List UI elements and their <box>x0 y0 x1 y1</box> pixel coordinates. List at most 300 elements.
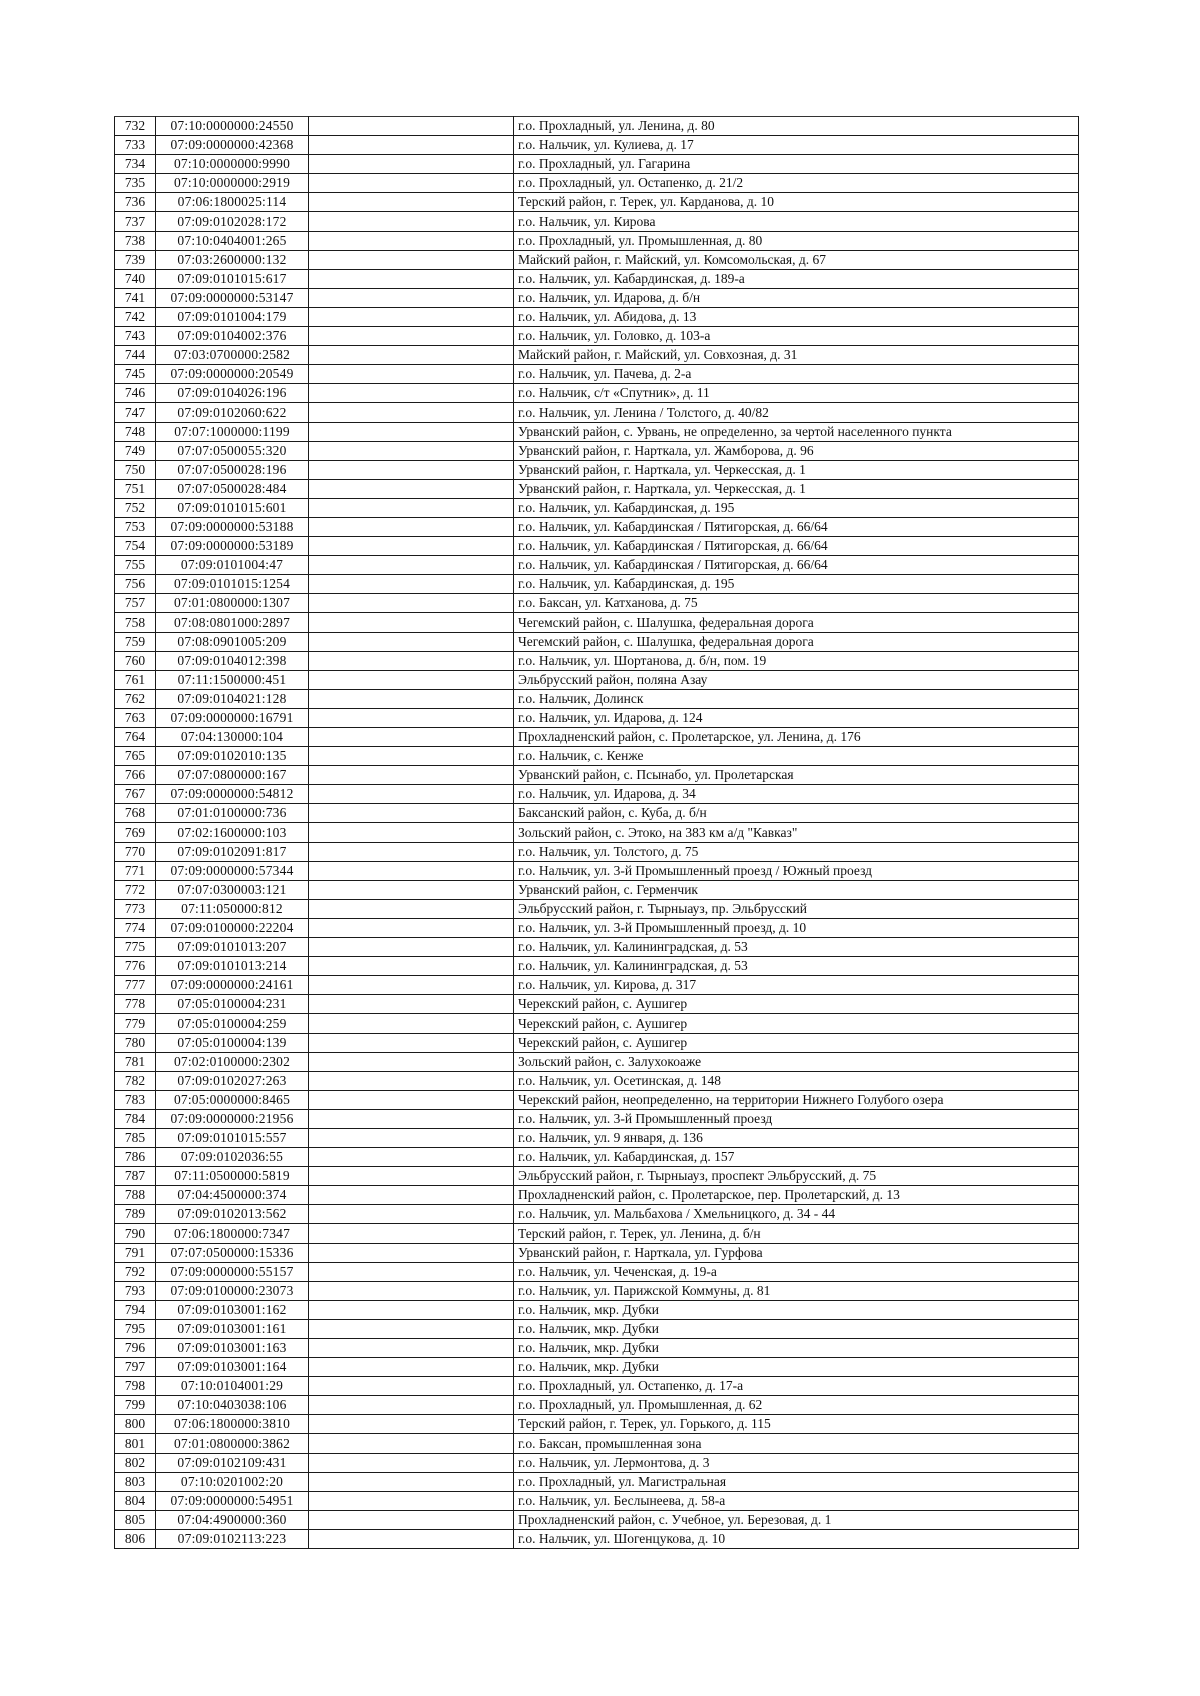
row-number: 758 <box>115 613 156 632</box>
row-number: 754 <box>115 537 156 556</box>
table-row <box>115 307 1079 326</box>
row-number: 802 <box>115 1453 156 1472</box>
row-number: 803 <box>115 1472 156 1491</box>
table-row <box>115 880 1079 899</box>
table-row <box>115 1109 1079 1128</box>
empty-cell <box>309 1109 514 1128</box>
empty-cell <box>309 632 514 651</box>
table-row <box>115 1186 1079 1205</box>
address: г.о. Нальчик, ул. Толстого, д. 75 <box>514 842 1079 861</box>
empty-cell <box>309 995 514 1014</box>
row-number: 752 <box>115 498 156 517</box>
row-number: 778 <box>115 995 156 1014</box>
empty-cell <box>309 575 514 594</box>
empty-cell <box>309 747 514 766</box>
cadastral-number: 07:04:130000:104 <box>156 728 309 747</box>
empty-cell <box>309 212 514 231</box>
table-row <box>115 269 1079 288</box>
cadastral-number: 07:03:0700000:2582 <box>156 346 309 365</box>
address: г.о. Нальчик, ул. Кабардинская / Пятигорская, д. 66/64 <box>514 556 1079 575</box>
cadastral-number: 07:09:0000000:54812 <box>156 785 309 804</box>
row-number: 745 <box>115 365 156 384</box>
cadastral-number: 07:11:1500000:451 <box>156 670 309 689</box>
table-row <box>115 957 1079 976</box>
table-row <box>115 575 1079 594</box>
address: Зольский район, с. Залухокоаже <box>514 1052 1079 1071</box>
table-row <box>115 1148 1079 1167</box>
row-number: 791 <box>115 1243 156 1262</box>
address: Прохладненский район, с. Пролетарское, ул. Ленина, д. 176 <box>514 728 1079 747</box>
cadastral-number: 07:09:0000000:16791 <box>156 708 309 727</box>
address: Чегемский район, с. Шалушка, федеральная дорога <box>514 613 1079 632</box>
address: г.о. Нальчик, ул. Идарова, д. 124 <box>514 708 1079 727</box>
address: г.о. Нальчик, ул. Кабардинская / Пятигорская, д. 66/64 <box>514 517 1079 536</box>
row-number: 799 <box>115 1396 156 1415</box>
empty-cell <box>309 1224 514 1243</box>
empty-cell <box>309 1186 514 1205</box>
empty-cell <box>309 1033 514 1052</box>
address: г.о. Нальчик, ул. Кирова <box>514 212 1079 231</box>
cadastral-number: 07:09:0101015:557 <box>156 1128 309 1147</box>
address: г.о. Нальчик, ул. Беслынеева, д. 58-а <box>514 1491 1079 1510</box>
cadastral-number: 07:09:0104026:196 <box>156 384 309 403</box>
cadastral-number: 07:09:0000000:53189 <box>156 537 309 556</box>
property-table-body <box>115 117 1079 1549</box>
row-number: 792 <box>115 1262 156 1281</box>
empty-cell <box>309 117 514 136</box>
row-number: 784 <box>115 1109 156 1128</box>
row-number: 732 <box>115 117 156 136</box>
table-row <box>115 1090 1079 1109</box>
row-number: 733 <box>115 136 156 155</box>
cadastral-number: 07:07:0300003:121 <box>156 880 309 899</box>
cadastral-number: 07:09:0000000:20549 <box>156 365 309 384</box>
empty-cell <box>309 250 514 269</box>
empty-cell <box>309 498 514 517</box>
row-number: 743 <box>115 327 156 346</box>
address: г.о. Прохладный, ул. Остапенко, д. 17-а <box>514 1377 1079 1396</box>
address: г.о. Нальчик, ул. Осетинская, д. 148 <box>514 1071 1079 1090</box>
address: г.о. Нальчик, ул. 3-й Промышленный проезд <box>514 1109 1079 1128</box>
address: Терский район, г. Терек, ул. Карданова, д. 10 <box>514 193 1079 212</box>
address: г.о. Прохладный, ул. Магистральная <box>514 1472 1079 1491</box>
empty-cell <box>309 136 514 155</box>
cadastral-number: 07:09:0000000:24161 <box>156 976 309 995</box>
table-row <box>115 479 1079 498</box>
row-number: 794 <box>115 1300 156 1319</box>
cadastral-number: 07:01:0800000:1307 <box>156 594 309 613</box>
empty-cell <box>309 1262 514 1281</box>
cadastral-number: 07:07:0800000:167 <box>156 766 309 785</box>
table-row <box>115 537 1079 556</box>
empty-cell <box>309 327 514 346</box>
row-number: 781 <box>115 1052 156 1071</box>
cadastral-number: 07:09:0103001:163 <box>156 1339 309 1358</box>
table-row <box>115 861 1079 880</box>
row-number: 762 <box>115 689 156 708</box>
empty-cell <box>309 804 514 823</box>
table-row <box>115 193 1079 212</box>
cadastral-number: 07:09:0000000:54951 <box>156 1491 309 1510</box>
cadastral-number: 07:08:0901005:209 <box>156 632 309 651</box>
cadastral-number: 07:09:0000000:53188 <box>156 517 309 536</box>
empty-cell <box>309 1529 514 1548</box>
table-row <box>115 1167 1079 1186</box>
empty-cell <box>309 307 514 326</box>
row-number: 740 <box>115 269 156 288</box>
address: г.о. Нальчик, Долинск <box>514 689 1079 708</box>
cadastral-number: 07:01:0100000:736 <box>156 804 309 823</box>
row-number: 772 <box>115 880 156 899</box>
cadastral-number: 07:09:0102013:562 <box>156 1205 309 1224</box>
cadastral-number: 07:09:0102109:431 <box>156 1453 309 1472</box>
cadastral-number: 07:02:1600000:103 <box>156 823 309 842</box>
table-row <box>115 155 1079 174</box>
cadastral-number: 07:10:0000000:9990 <box>156 155 309 174</box>
cadastral-number: 07:10:0201002:20 <box>156 1472 309 1491</box>
empty-cell <box>309 155 514 174</box>
address: Урванский район, с. Герменчик <box>514 880 1079 899</box>
row-number: 747 <box>115 403 156 422</box>
address: Черекский район, с. Аушигер <box>514 995 1079 1014</box>
cadastral-number: 07:02:0100000:2302 <box>156 1052 309 1071</box>
empty-cell <box>309 1148 514 1167</box>
row-number: 788 <box>115 1186 156 1205</box>
empty-cell <box>309 1339 514 1358</box>
empty-cell <box>309 823 514 842</box>
table-row <box>115 1510 1079 1529</box>
table-row <box>115 327 1079 346</box>
address: г.о. Прохладный, ул. Промышленная, д. 80 <box>514 231 1079 250</box>
row-number: 734 <box>115 155 156 174</box>
table-row <box>115 1281 1079 1300</box>
row-number: 739 <box>115 250 156 269</box>
address: г.о. Нальчик, ул. 3-й Промышленный проезд / Южный проезд <box>514 861 1079 880</box>
address: г.о. Нальчик, ул. Шогенцукова, д. 10 <box>514 1529 1079 1548</box>
address: г.о. Нальчик, ул. Кабардинская, д. 189-а <box>514 269 1079 288</box>
empty-cell <box>309 1510 514 1529</box>
address: Терский район, г. Терек, ул. Горького, д. 115 <box>514 1415 1079 1434</box>
address: Урванский район, с. Урвань, не определенно, за чертой населенного пункта <box>514 422 1079 441</box>
cadastral-number: 07:09:0102113:223 <box>156 1529 309 1548</box>
table-row <box>115 1319 1079 1338</box>
cadastral-number: 07:09:0104021:128 <box>156 689 309 708</box>
cadastral-number: 07:09:0101015:601 <box>156 498 309 517</box>
empty-cell <box>309 193 514 212</box>
table-row <box>115 842 1079 861</box>
row-number: 804 <box>115 1491 156 1510</box>
empty-cell <box>309 1167 514 1186</box>
row-number: 780 <box>115 1033 156 1052</box>
cadastral-number: 07:10:0404001:265 <box>156 231 309 250</box>
address: г.о. Прохладный, ул. Гагарина <box>514 155 1079 174</box>
table-row <box>115 346 1079 365</box>
table-row <box>115 1071 1079 1090</box>
empty-cell <box>309 1491 514 1510</box>
address: г.о. Баксан, промышленная зона <box>514 1434 1079 1453</box>
cadastral-number: 07:09:0000000:57344 <box>156 861 309 880</box>
row-number: 757 <box>115 594 156 613</box>
table-row <box>115 1243 1079 1262</box>
cadastral-number: 07:09:0103001:162 <box>156 1300 309 1319</box>
address: Прохладненский район, с. Пролетарское, пер. Пролетарский, д. 13 <box>514 1186 1079 1205</box>
table-row <box>115 632 1079 651</box>
cadastral-number: 07:07:0500055:320 <box>156 441 309 460</box>
row-number: 798 <box>115 1377 156 1396</box>
row-number: 761 <box>115 670 156 689</box>
table-row <box>115 670 1079 689</box>
table-row <box>115 1300 1079 1319</box>
address: г.о. Нальчик, ул. Абидова, д. 13 <box>514 307 1079 326</box>
table-row <box>115 231 1079 250</box>
cadastral-number: 07:01:0800000:3862 <box>156 1434 309 1453</box>
table-row <box>115 1358 1079 1377</box>
address: Прохладненский район, с. Учебное, ул. Березовая, д. 1 <box>514 1510 1079 1529</box>
empty-cell <box>309 1090 514 1109</box>
address: г.о. Нальчик, ул. Шортанова, д. б/н, пом. 19 <box>514 651 1079 670</box>
cadastral-number: 07:05:0100004:259 <box>156 1014 309 1033</box>
table-row <box>115 1396 1079 1415</box>
row-number: 759 <box>115 632 156 651</box>
cadastral-number: 07:03:2600000:132 <box>156 250 309 269</box>
row-number: 756 <box>115 575 156 594</box>
empty-cell <box>309 1205 514 1224</box>
row-number: 737 <box>115 212 156 231</box>
table-row <box>115 1529 1079 1548</box>
address: г.о. Прохладный, ул. Промышленная, д. 62 <box>514 1396 1079 1415</box>
empty-cell <box>309 613 514 632</box>
empty-cell <box>309 670 514 689</box>
empty-cell <box>309 1014 514 1033</box>
cadastral-number: 07:08:0801000:2897 <box>156 613 309 632</box>
address: Урванский район, г. Нарткала, ул. Черкесская, д. 1 <box>514 479 1079 498</box>
address: г.о. Прохладный, ул. Ленина, д. 80 <box>514 117 1079 136</box>
address: г.о. Нальчик, ул. Калининградская, д. 53 <box>514 957 1079 976</box>
cadastral-number: 07:09:0102028:172 <box>156 212 309 231</box>
cadastral-number: 07:09:0101015:617 <box>156 269 309 288</box>
address: г.о. Нальчик, ул. Кулиева, д. 17 <box>514 136 1079 155</box>
empty-cell <box>309 1472 514 1491</box>
table-row <box>115 1205 1079 1224</box>
row-number: 766 <box>115 766 156 785</box>
table-row <box>115 403 1079 422</box>
empty-cell <box>309 365 514 384</box>
cadastral-number: 07:05:0100004:231 <box>156 995 309 1014</box>
empty-cell <box>309 899 514 918</box>
table-row <box>115 365 1079 384</box>
address: г.о. Нальчик, ул. Мальбахова / Хмельницкого, д. 34 - 44 <box>514 1205 1079 1224</box>
table-row <box>115 117 1079 136</box>
row-number: 742 <box>115 307 156 326</box>
row-number: 787 <box>115 1167 156 1186</box>
table-row <box>115 1415 1079 1434</box>
row-number: 775 <box>115 938 156 957</box>
table-row <box>115 288 1079 307</box>
cadastral-number: 07:09:0100000:23073 <box>156 1281 309 1300</box>
cadastral-number: 07:05:0100004:139 <box>156 1033 309 1052</box>
cadastral-number: 07:04:4900000:360 <box>156 1510 309 1529</box>
address: Майский район, г. Майский, ул. Совхозная, д. 31 <box>514 346 1079 365</box>
row-number: 801 <box>115 1434 156 1453</box>
empty-cell <box>309 1243 514 1262</box>
cadastral-number: 07:09:0100000:22204 <box>156 918 309 937</box>
address: Баксанский район, с. Куба, д. б/н <box>514 804 1079 823</box>
table-row <box>115 556 1079 575</box>
row-number: 776 <box>115 957 156 976</box>
address: г.о. Нальчик, с. Кенже <box>514 747 1079 766</box>
row-number: 760 <box>115 651 156 670</box>
empty-cell <box>309 1358 514 1377</box>
cadastral-number: 07:09:0102091:817 <box>156 842 309 861</box>
empty-cell <box>309 842 514 861</box>
cadastral-number: 07:09:0102036:55 <box>156 1148 309 1167</box>
cadastral-number: 07:06:1800000:7347 <box>156 1224 309 1243</box>
empty-cell <box>309 556 514 575</box>
cadastral-number: 07:09:0000000:55157 <box>156 1262 309 1281</box>
table-row <box>115 1472 1079 1491</box>
cadastral-number: 07:09:0000000:53147 <box>156 288 309 307</box>
empty-cell <box>309 728 514 747</box>
row-number: 789 <box>115 1205 156 1224</box>
table-row <box>115 517 1079 536</box>
address: Черекский район, с. Аушигер <box>514 1014 1079 1033</box>
cadastral-number: 07:09:0000000:42368 <box>156 136 309 155</box>
cadastral-number: 07:09:0101013:214 <box>156 957 309 976</box>
empty-cell <box>309 880 514 899</box>
empty-cell <box>309 938 514 957</box>
row-number: 771 <box>115 861 156 880</box>
row-number: 774 <box>115 918 156 937</box>
address: г.о. Нальчик, ул. Парижской Коммуны, д. 81 <box>514 1281 1079 1300</box>
address: г.о. Нальчик, мкр. Дубки <box>514 1300 1079 1319</box>
cadastral-number: 07:09:0101015:1254 <box>156 575 309 594</box>
address: г.о. Нальчик, мкр. Дубки <box>514 1358 1079 1377</box>
cadastral-number: 07:09:0104012:398 <box>156 651 309 670</box>
address: Черекский район, неопределенно, на территории Нижнего Голубого озера <box>514 1090 1079 1109</box>
address: Зольский район, с. Этоко, на 383 км а/д "Кавказ" <box>514 823 1079 842</box>
table-row <box>115 174 1079 193</box>
table-row <box>115 1128 1079 1147</box>
row-number: 746 <box>115 384 156 403</box>
cadastral-number: 07:06:1800025:114 <box>156 193 309 212</box>
address: г.о. Нальчик, ул. Пачева, д. 2-а <box>514 365 1079 384</box>
cadastral-number: 07:04:4500000:374 <box>156 1186 309 1205</box>
empty-cell <box>309 785 514 804</box>
row-number: 735 <box>115 174 156 193</box>
cadastral-number: 07:06:1800000:3810 <box>156 1415 309 1434</box>
row-number: 769 <box>115 823 156 842</box>
cadastral-number: 07:10:0104001:29 <box>156 1377 309 1396</box>
row-number: 753 <box>115 517 156 536</box>
empty-cell <box>309 517 514 536</box>
row-number: 783 <box>115 1090 156 1109</box>
table-row <box>115 212 1079 231</box>
address: Терский район, г. Терек, ул. Ленина, д. б/н <box>514 1224 1079 1243</box>
empty-cell <box>309 174 514 193</box>
table-row <box>115 1491 1079 1510</box>
empty-cell <box>309 1052 514 1071</box>
table-row <box>115 441 1079 460</box>
address: г.о. Прохладный, ул. Остапенко, д. 21/2 <box>514 174 1079 193</box>
row-number: 796 <box>115 1339 156 1358</box>
empty-cell <box>309 231 514 250</box>
address: Урванский район, г. Нарткала, ул. Черкесская, д. 1 <box>514 460 1079 479</box>
property-table <box>114 116 1079 1549</box>
cadastral-number: 07:09:0101004:47 <box>156 556 309 575</box>
cadastral-number: 07:07:0500028:484 <box>156 479 309 498</box>
row-number: 765 <box>115 747 156 766</box>
address: г.о. Нальчик, ул. Кабардинская, д. 195 <box>514 575 1079 594</box>
row-number: 790 <box>115 1224 156 1243</box>
row-number: 800 <box>115 1415 156 1434</box>
address: Эльбрусский район, г. Тырныауз, проспект Эльбрусский, д. 75 <box>514 1167 1079 1186</box>
row-number: 805 <box>115 1510 156 1529</box>
empty-cell <box>309 766 514 785</box>
row-number: 786 <box>115 1148 156 1167</box>
empty-cell <box>309 957 514 976</box>
empty-cell <box>309 594 514 613</box>
row-number: 797 <box>115 1358 156 1377</box>
empty-cell <box>309 537 514 556</box>
table-row <box>115 1262 1079 1281</box>
cadastral-number: 07:11:0500000:5819 <box>156 1167 309 1186</box>
table-row <box>115 422 1079 441</box>
cadastral-number: 07:07:0500000:15336 <box>156 1243 309 1262</box>
table-row <box>115 594 1079 613</box>
empty-cell <box>309 288 514 307</box>
address: г.о. Нальчик, ул. Кирова, д. 317 <box>514 976 1079 995</box>
address: Эльбрусский район, г. Тырныауз, пр. Эльбрусский <box>514 899 1079 918</box>
cadastral-number: 07:09:0103001:164 <box>156 1358 309 1377</box>
row-number: 749 <box>115 441 156 460</box>
address: г.о. Нальчик, ул. Калининградская, д. 53 <box>514 938 1079 957</box>
address: г.о. Нальчик, ул. 9 января, д. 136 <box>514 1128 1079 1147</box>
row-number: 795 <box>115 1319 156 1338</box>
address: г.о. Нальчик, мкр. Дубки <box>514 1319 1079 1338</box>
table-row <box>115 651 1079 670</box>
row-number: 736 <box>115 193 156 212</box>
cadastral-number: 07:07:1000000:1199 <box>156 422 309 441</box>
row-number: 750 <box>115 460 156 479</box>
cadastral-number: 07:09:0000000:21956 <box>156 1109 309 1128</box>
cadastral-number: 07:09:0102010:135 <box>156 747 309 766</box>
row-number: 770 <box>115 842 156 861</box>
table-row <box>115 1453 1079 1472</box>
empty-cell <box>309 1319 514 1338</box>
address: г.о. Нальчик, ул. Идарова, д. 34 <box>514 785 1079 804</box>
table-row <box>115 1014 1079 1033</box>
address: г.о. Нальчик, с/т «Спутник», д. 11 <box>514 384 1079 403</box>
cadastral-number: 07:11:050000:812 <box>156 899 309 918</box>
address: Урванский район, г. Нарткала, ул. Жамборова, д. 96 <box>514 441 1079 460</box>
table-row <box>115 384 1079 403</box>
row-number: 773 <box>115 899 156 918</box>
empty-cell <box>309 1453 514 1472</box>
table-row <box>115 1339 1079 1358</box>
table-row <box>115 823 1079 842</box>
address: Чегемский район, с. Шалушка, федеральная дорога <box>514 632 1079 651</box>
address: г.о. Нальчик, ул. Кабардинская, д. 195 <box>514 498 1079 517</box>
empty-cell <box>309 708 514 727</box>
address: г.о. Баксан, ул. Катханова, д. 75 <box>514 594 1079 613</box>
cadastral-number: 07:07:0500028:196 <box>156 460 309 479</box>
cadastral-number: 07:10:0000000:24550 <box>156 117 309 136</box>
row-number: 763 <box>115 708 156 727</box>
address: г.о. Нальчик, ул. Чеченская, д. 19-а <box>514 1262 1079 1281</box>
table-row <box>115 460 1079 479</box>
address: г.о. Нальчик, мкр. Дубки <box>514 1339 1079 1358</box>
address: г.о. Нальчик, ул. Головко, д. 103-а <box>514 327 1079 346</box>
